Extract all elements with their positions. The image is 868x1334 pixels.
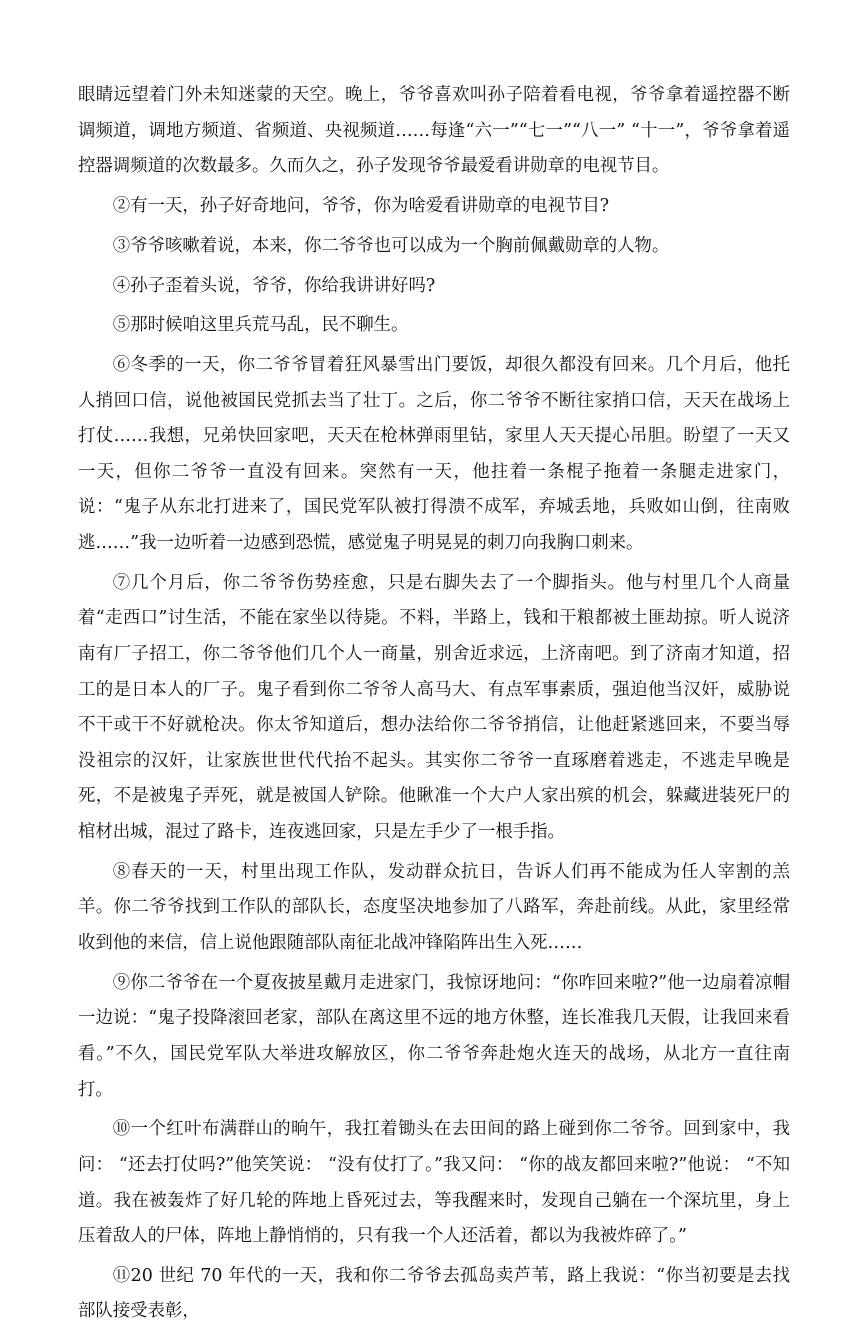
- paragraph-11: ⑪20 世纪 70 年代的一天，我和你二爷爷去孤岛卖芦苇，路上我说：“你当初要是去找部队接受表彰，: [78, 1265, 790, 1322]
- paragraph-continuation: 眼睛远望着门外未知迷蒙的天空。晚上，爷爷喜欢叫孙子陪着看电视，爷爷拿着遥控器不断调频道，调地方频道、省频道、央视频道……每逢“六一”“七一”“八一” “十一”，爷爷拿着遥控器调频道的次数最多。久而久之，孙子发现爷爷最爱看讲勋章的电视节目。: [78, 85, 790, 177]
- paragraph-8: ⑧春天的一天，村里出现工作队，发动群众抗日，告诉人们再不能成为任人宰割的羔羊。你二爷爷找到工作队的部队长，态度坚决地参加了八路军，奔赴前线。从此，家里经常收到他的来信，信上说他跟随部队南征北战冲锋陷阵出生入死……: [78, 861, 790, 953]
- paragraph-3: ③爷爷咳嗽着说，本来，你二爷爷也可以成为一个胸前佩戴勋章的人物。: [112, 235, 670, 256]
- paragraph-10: ⑩一个红叶布满群山的晌午，我扛着锄头在去田间的路上碰到你二爷爷。回到家中，我问： “还去打仗吗?”他笑笑说： “没有仗打了。”我又问： “你的战友都回来啦?”他说： “不知道。我在被轰炸了好几轮的阵地上昏死过去，等我醒来时，发现自己躺在一个深坑里，身上压着敌人的尸体，阵地上静悄悄的，只有我一个人还活着，都以为我被炸碎了。”: [78, 1119, 790, 1247]
- paragraph-2: ②有一天，孙子好奇地问，爷爷，你为啥爱看讲勋章的电视节目?: [112, 195, 610, 216]
- paragraph-7: ⑦几个月后，你二爷爷伤势痊愈，只是右脚失去了一个脚指头。他与村里几个人商量着“走西口”讨生活，不能在家坐以待毙。不料，半路上，钱和干粮都被土匪劫掠。听人说济南有厂子招工，你二爷爷他们几个人一商量，别舍近求远，上济南吧。到了济南才知道，招工的是日本人的厂子。鬼子看到你二爷爷人高马大、有点军事素质，强迫他当汉奸，威胁说不干或干不好就枪决。你太爷知道后，想办法给你二爷爷捎信，让他赶紧逃回来，不要当辱没祖宗的汉奸，让家族世世代代抬不起头。其实你二爷爷一直琢磨着逃走，不逃走早晚是死，不是被鬼子弄死，就是被国人铲除。他瞅准一个大户人家出殡的机会，躲藏进装死尸的棺材出城，混过了路卡，连夜逃回家，只是左手少了一根手指。: [78, 572, 790, 842]
- document-page: [78, 78, 790, 1334]
- paragraph-9: ⑨你二爷爷在一个夏夜披星戴月走进家门，我惊讶地问：“你咋回来啦?”他一边扇着凉帽一边说：“鬼子投降滚回老家，部队在离这里不远的地方休整，连长准我几天假，让我回来看看。”不久，国民党军队大举进攻解放区，你二爷爷奔赴炮火连天的战场，从北方一直往南打。: [78, 972, 790, 1100]
- paragraph-4: ④孙子歪着头说，爷爷，你给我讲讲好吗?: [112, 275, 436, 296]
- paragraph-5: ⑤那时候咱这里兵荒马乱，民不聊生。: [112, 315, 409, 336]
- paragraph-6: ⑥冬季的一天，你二爷爷冒着狂风暴雪出门要饭，却很久都没有回来。几个月后，他托人捎回口信，说他被国民党抓去当了壮丁。之后，你二爷爷不断往家捎口信，天天在战场上打仗……我想，兄弟快回家吧，天天在枪林弹雨里钻，家里人天天提心吊胆。盼望了一天又一天，但你二爷爷一直没有回来。突然有一天，他拄着一条棍子拖着一条腿走进家门，说：“鬼子从东北打进来了，国民党军队被打得溃不成军，弃城丢地，兵败如山倒，往南败逃……”我一边听着一边感到恐慌，感觉鬼子明晃晃的刺刀向我胸口刺来。: [78, 355, 790, 554]
